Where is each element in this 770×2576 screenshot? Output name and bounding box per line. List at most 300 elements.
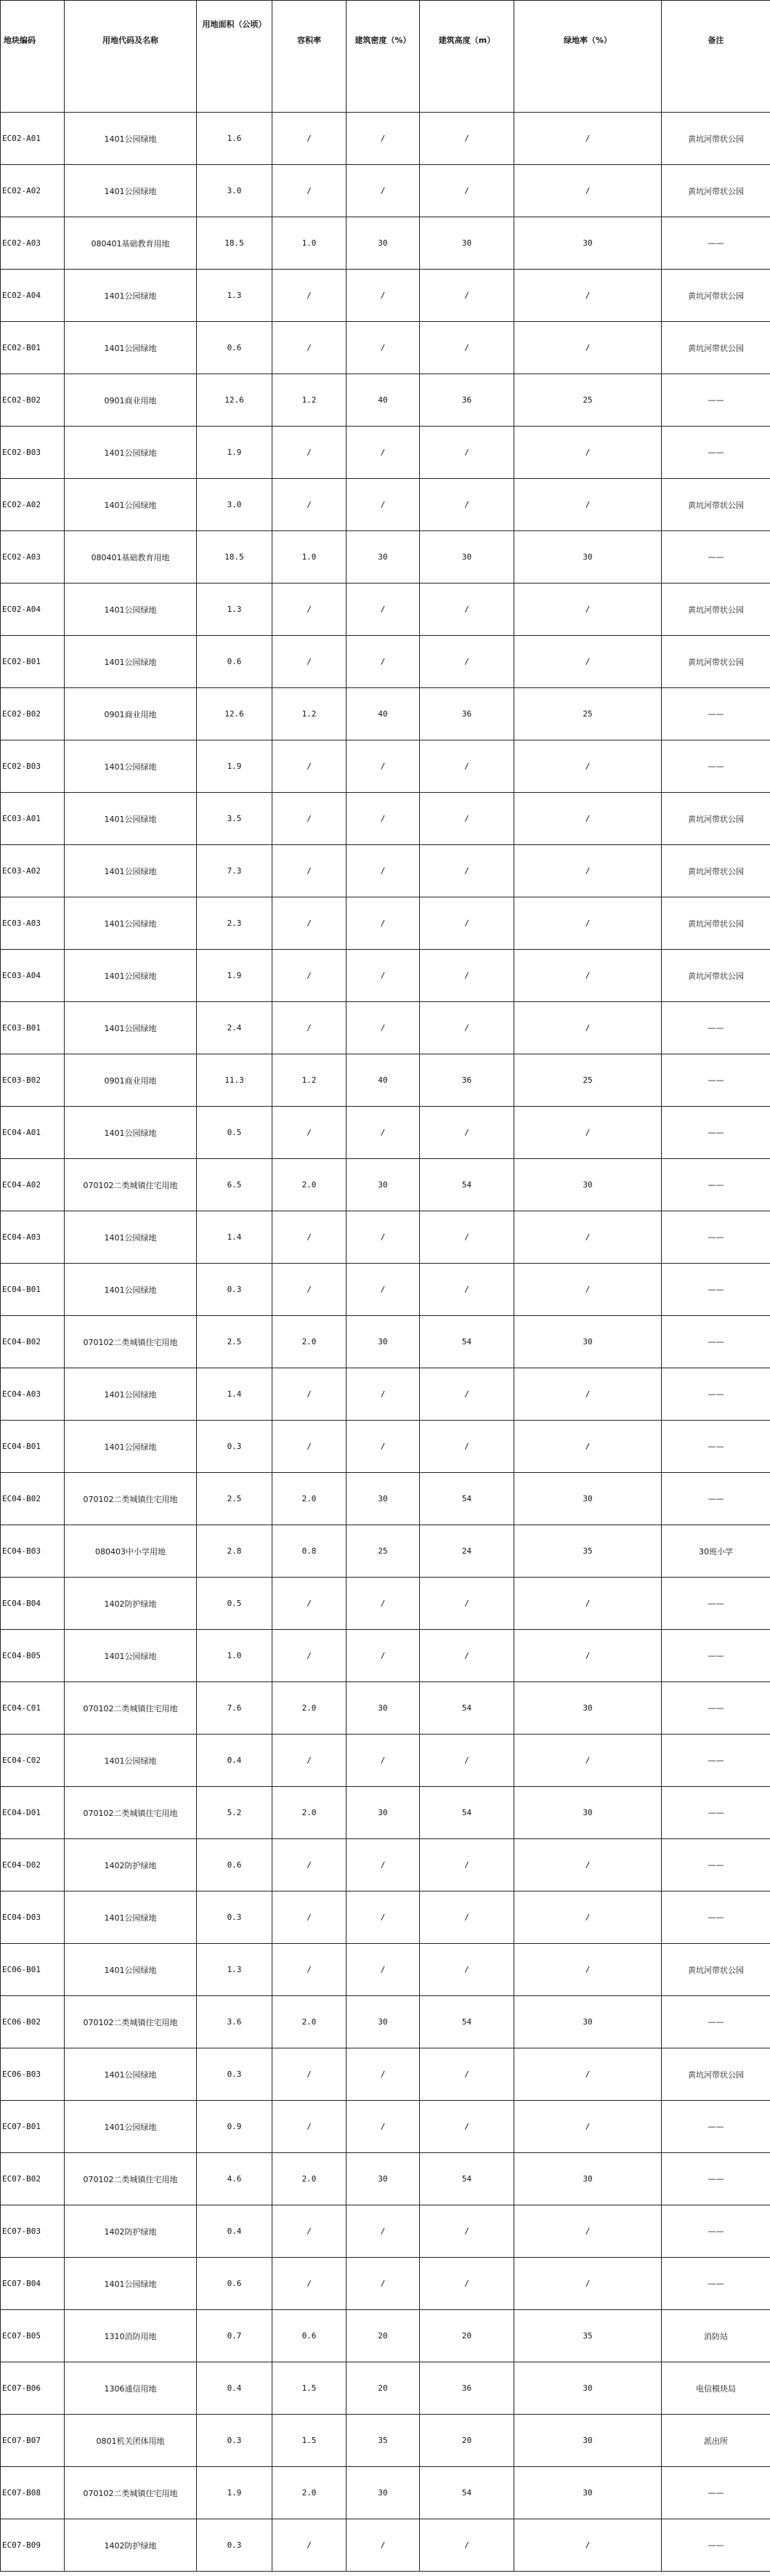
table-row (1, 1107, 770, 1159)
green-ratio-cell: / (514, 2258, 662, 2310)
building-height-cell: / (420, 950, 514, 1002)
parcel-code-cell: EC02-B02 (1, 374, 65, 427)
building-height-cell: / (420, 2048, 514, 2101)
building-height-cell: / (420, 479, 514, 531)
plot-ratio-cell: / (272, 1839, 346, 1891)
building-height-cell: / (420, 165, 514, 217)
parcel-code-cell: EC07-B06 (1, 2362, 65, 2415)
remarks-cell: —— (662, 217, 770, 270)
land-use-name-cell: 1401公园绿地 (65, 427, 197, 479)
building-height-cell: / (420, 2519, 514, 2572)
area-cell: 0.6 (197, 2258, 272, 2310)
parcel-code-cell: EC02-B01 (1, 636, 65, 688)
building-density-cell: 30 (346, 1996, 420, 2048)
building-height-cell: / (420, 270, 514, 322)
area-cell: 0.4 (197, 1735, 272, 1787)
green-ratio-cell: 30 (514, 2467, 662, 2519)
building-density-cell: / (346, 2048, 420, 2101)
header-remarks: 备注 (662, 1, 770, 113)
land-use-name-cell: 1402防护绿地 (65, 2519, 197, 2572)
remarks-cell: 黄坑河带状公园 (662, 584, 770, 636)
header-building-density: 建筑密度（%） (346, 1, 420, 113)
remarks-cell: —— (662, 1368, 770, 1421)
building-density-cell: 20 (346, 2310, 420, 2362)
table-row (1, 270, 770, 322)
parcel-code-cell: EC02-A03 (1, 217, 65, 270)
land-use-name-cell: 1401公园绿地 (65, 479, 197, 531)
parcel-code-cell: EC07-B02 (1, 2153, 65, 2205)
area-cell: 12.6 (197, 374, 272, 427)
building-density-cell: 30 (346, 2153, 420, 2205)
green-ratio-cell: 25 (514, 1054, 662, 1107)
remarks-cell: 30班小学 (662, 1525, 770, 1578)
remarks-cell: —— (662, 1578, 770, 1630)
area-cell: 1.3 (197, 1944, 272, 1996)
land-use-name-cell: 070102二类城镇住宅用地 (65, 2153, 197, 2205)
land-use-name-cell: 1401公园绿地 (65, 165, 197, 217)
building-height-cell: 30 (420, 531, 514, 584)
area-cell: 0.3 (197, 1264, 272, 1316)
plot-ratio-cell: / (272, 1002, 346, 1054)
table-row (1, 2310, 770, 2362)
remarks-cell: 派出所 (662, 2415, 770, 2467)
parcel-code-cell: EC06-B03 (1, 2048, 65, 2101)
parcel-code-cell: EC02-B02 (1, 688, 65, 740)
green-ratio-cell: / (514, 897, 662, 950)
remarks-cell: 黄坑河带状公园 (662, 113, 770, 165)
land-use-name-cell: 080401基础教育用地 (65, 217, 197, 270)
plot-ratio-cell: / (272, 2101, 346, 2153)
building-height-cell: / (420, 845, 514, 897)
table-row (1, 2362, 770, 2415)
table-header-row (1, 1, 770, 113)
building-density-cell: 30 (346, 1682, 420, 1735)
parcel-code-cell: EC07-B08 (1, 2467, 65, 2519)
parcel-code-cell: EC04-B05 (1, 1630, 65, 1682)
building-density-cell: / (346, 1211, 420, 1264)
building-height-cell: 54 (420, 2153, 514, 2205)
remarks-cell: —— (662, 740, 770, 793)
remarks-cell: —— (662, 1996, 770, 2048)
header-land-use-name: 用地代码及名称 (65, 1, 197, 113)
building-height-cell: 36 (420, 1054, 514, 1107)
green-ratio-cell: 25 (514, 374, 662, 427)
building-density-cell: / (346, 1630, 420, 1682)
plot-ratio-cell: / (272, 2258, 346, 2310)
green-ratio-cell: 30 (514, 1682, 662, 1735)
parcel-code-cell: EC03-A04 (1, 950, 65, 1002)
table-row (1, 1630, 770, 1682)
building-height-cell: 36 (420, 2362, 514, 2415)
land-use-name-cell: 0901商业用地 (65, 374, 197, 427)
building-density-cell: / (346, 897, 420, 950)
land-use-name-cell: 080401基础教育用地 (65, 531, 197, 584)
remarks-cell: 黄坑河带状公园 (662, 897, 770, 950)
green-ratio-cell: / (514, 165, 662, 217)
building-height-cell: 36 (420, 688, 514, 740)
green-ratio-cell: / (514, 427, 662, 479)
building-density-cell: / (346, 1002, 420, 1054)
table-row (1, 531, 770, 584)
building-density-cell: / (346, 845, 420, 897)
remarks-cell: —— (662, 1316, 770, 1368)
building-height-cell: / (420, 1630, 514, 1682)
remarks-cell: —— (662, 1839, 770, 1891)
building-density-cell: / (346, 1578, 420, 1630)
area-cell: 0.5 (197, 1578, 272, 1630)
table-row (1, 1891, 770, 1944)
land-use-name-cell: 1401公园绿地 (65, 793, 197, 845)
header-green-ratio: 绿地率（%） (514, 1, 662, 113)
remarks-cell: 黄坑河带状公园 (662, 2048, 770, 2101)
building-density-cell: / (346, 1107, 420, 1159)
green-ratio-cell: 35 (514, 1525, 662, 1578)
parcel-code-cell: EC04-A02 (1, 1159, 65, 1211)
remarks-cell: —— (662, 1473, 770, 1525)
green-ratio-cell: 30 (514, 1316, 662, 1368)
green-ratio-cell: / (514, 1264, 662, 1316)
area-cell: 12.6 (197, 688, 272, 740)
plot-ratio-cell: 1.0 (272, 217, 346, 270)
table-row (1, 845, 770, 897)
remarks-cell: —— (662, 1159, 770, 1211)
remarks-cell: —— (662, 1682, 770, 1735)
building-density-cell: / (346, 1264, 420, 1316)
table-row (1, 1002, 770, 1054)
building-density-cell: 30 (346, 1159, 420, 1211)
plot-ratio-cell: / (272, 1630, 346, 1682)
plot-ratio-cell: / (272, 1578, 346, 1630)
green-ratio-cell: / (514, 1368, 662, 1421)
building-height-cell: 54 (420, 2467, 514, 2519)
building-height-cell: 24 (420, 1525, 514, 1578)
land-use-name-cell: 0801机关团体用地 (65, 2415, 197, 2467)
building-height-cell: / (420, 740, 514, 793)
land-use-name-cell: 1401公园绿地 (65, 1002, 197, 1054)
remarks-cell: 电信模块局 (662, 2362, 770, 2415)
land-use-name-cell: 1401公园绿地 (65, 1211, 197, 1264)
parcel-code-cell: EC06-B01 (1, 1944, 65, 1996)
building-density-cell: / (346, 427, 420, 479)
land-use-name-cell: 070102二类城镇住宅用地 (65, 1473, 197, 1525)
header-building-height: 建筑高度（m） (420, 1, 514, 113)
remarks-cell: —— (662, 2153, 770, 2205)
plot-ratio-cell: 1.0 (272, 531, 346, 584)
land-use-name-cell: 1310消防用地 (65, 2310, 197, 2362)
remarks-cell: —— (662, 531, 770, 584)
area-cell: 3.5 (197, 793, 272, 845)
parcel-code-cell: EC07-B09 (1, 2519, 65, 2572)
building-height-cell: 36 (420, 374, 514, 427)
building-density-cell: / (346, 1368, 420, 1421)
parcel-code-cell: EC04-A01 (1, 1107, 65, 1159)
land-use-name-cell: 0901商业用地 (65, 688, 197, 740)
parcel-code-cell: EC04-B02 (1, 1316, 65, 1368)
remarks-cell: 消防站 (662, 2310, 770, 2362)
building-density-cell: / (346, 2205, 420, 2258)
remarks-cell: 黄坑河带状公园 (662, 322, 770, 374)
parcel-code-cell: EC07-B03 (1, 2205, 65, 2258)
area-cell: 3.0 (197, 479, 272, 531)
remarks-cell: —— (662, 1421, 770, 1473)
green-ratio-cell: / (514, 1421, 662, 1473)
plot-ratio-cell: / (272, 113, 346, 165)
area-cell: 0.7 (197, 2310, 272, 2362)
green-ratio-cell: / (514, 1002, 662, 1054)
parcel-code-cell: EC04-B02 (1, 1473, 65, 1525)
parcel-code-cell: EC02-B03 (1, 740, 65, 793)
building-density-cell: / (346, 2519, 420, 2572)
building-height-cell: 54 (420, 1787, 514, 1839)
plot-ratio-cell: / (272, 584, 346, 636)
area-cell: 2.4 (197, 1002, 272, 1054)
area-cell: 6.5 (197, 1159, 272, 1211)
table-row (1, 1735, 770, 1787)
building-density-cell: / (346, 1891, 420, 1944)
green-ratio-cell: / (514, 584, 662, 636)
building-density-cell: 40 (346, 1054, 420, 1107)
plot-ratio-cell: / (272, 845, 346, 897)
parcel-code-cell: EC07-B04 (1, 2258, 65, 2310)
remarks-cell: 黄坑河带状公园 (662, 479, 770, 531)
remarks-cell: —— (662, 1735, 770, 1787)
building-height-cell: / (420, 1002, 514, 1054)
building-height-cell: / (420, 1264, 514, 1316)
table-row (1, 165, 770, 217)
table-row (1, 2519, 770, 2572)
green-ratio-cell: / (514, 322, 662, 374)
remarks-cell: —— (662, 1211, 770, 1264)
area-cell: 0.6 (197, 1839, 272, 1891)
green-ratio-cell: / (514, 2048, 662, 2101)
land-use-name-cell: 1401公园绿地 (65, 2258, 197, 2310)
parcel-code-cell: EC04-B03 (1, 1525, 65, 1578)
plot-ratio-cell: / (272, 1944, 346, 1996)
building-density-cell: 30 (346, 2467, 420, 2519)
land-use-name-cell: 1401公园绿地 (65, 950, 197, 1002)
green-ratio-cell: / (514, 1630, 662, 1682)
header-parcel-code: 地块编码 (1, 1, 65, 113)
plot-ratio-cell: / (272, 479, 346, 531)
remarks-cell: —— (662, 374, 770, 427)
plot-ratio-cell: 1.2 (272, 374, 346, 427)
area-cell: 1.6 (197, 113, 272, 165)
parcel-code-cell: EC02-B01 (1, 322, 65, 374)
building-height-cell: / (420, 427, 514, 479)
land-use-name-cell: 070102二类城镇住宅用地 (65, 2467, 197, 2519)
plot-ratio-cell: / (272, 270, 346, 322)
land-use-name-cell: 070102二类城镇住宅用地 (65, 1316, 197, 1368)
land-use-name-cell: 1401公园绿地 (65, 1368, 197, 1421)
table-row (1, 322, 770, 374)
table-row (1, 897, 770, 950)
table-row (1, 950, 770, 1002)
remarks-cell: 黄坑河带状公园 (662, 950, 770, 1002)
land-use-name-cell: 1401公园绿地 (65, 897, 197, 950)
remarks-cell: —— (662, 2205, 770, 2258)
green-ratio-cell: 30 (514, 217, 662, 270)
area-cell: 2.5 (197, 1316, 272, 1368)
plot-ratio-cell: / (272, 427, 346, 479)
plot-ratio-cell: 1.5 (272, 2362, 346, 2415)
plot-ratio-cell: / (272, 322, 346, 374)
green-ratio-cell: 30 (514, 1473, 662, 1525)
parcel-code-cell: EC02-A02 (1, 479, 65, 531)
building-density-cell: / (346, 270, 420, 322)
land-use-name-cell: 1401公园绿地 (65, 636, 197, 688)
green-ratio-cell: 30 (514, 2362, 662, 2415)
land-use-name-cell: 1401公园绿地 (65, 740, 197, 793)
parcel-code-cell: EC02-A02 (1, 165, 65, 217)
land-use-name-cell: 070102二类城镇住宅用地 (65, 1996, 197, 2048)
plot-ratio-cell: / (272, 2519, 346, 2572)
plot-ratio-cell: 1.5 (272, 2415, 346, 2467)
land-use-name-cell: 1401公园绿地 (65, 270, 197, 322)
parcel-code-cell: EC04-D02 (1, 1839, 65, 1891)
plot-ratio-cell: 1.2 (272, 1054, 346, 1107)
remarks-cell: 黄坑河带状公园 (662, 636, 770, 688)
building-density-cell: / (346, 636, 420, 688)
building-height-cell: 54 (420, 1159, 514, 1211)
land-use-name-cell: 1306通信用地 (65, 2362, 197, 2415)
green-ratio-cell: 30 (514, 1787, 662, 1839)
building-density-cell: / (346, 1944, 420, 1996)
area-cell: 0.3 (197, 2519, 272, 2572)
table-row (1, 1264, 770, 1316)
table-row (1, 2205, 770, 2258)
building-density-cell: 40 (346, 688, 420, 740)
building-density-cell: / (346, 950, 420, 1002)
table-row (1, 2048, 770, 2101)
building-height-cell: / (420, 1107, 514, 1159)
parcel-code-cell: EC04-D01 (1, 1787, 65, 1839)
plot-ratio-cell: / (272, 1211, 346, 1264)
table-row (1, 2101, 770, 2153)
remarks-cell: —— (662, 427, 770, 479)
table-row (1, 1368, 770, 1421)
plot-ratio-cell: / (272, 165, 346, 217)
building-height-cell: / (420, 2205, 514, 2258)
building-density-cell: / (346, 2258, 420, 2310)
land-use-name-cell: 1402防护绿地 (65, 1839, 197, 1891)
land-use-name-cell: 0901商业用地 (65, 1054, 197, 1107)
parcel-code-cell: EC07-B05 (1, 2310, 65, 2362)
area-cell: 0.4 (197, 2362, 272, 2415)
building-density-cell: / (346, 793, 420, 845)
green-ratio-cell: / (514, 2205, 662, 2258)
building-height-cell: / (420, 636, 514, 688)
parcel-code-cell: EC04-B01 (1, 1264, 65, 1316)
green-ratio-cell: / (514, 1839, 662, 1891)
area-cell: 7.3 (197, 845, 272, 897)
building-density-cell: 40 (346, 374, 420, 427)
building-density-cell: 30 (346, 531, 420, 584)
remarks-cell: —— (662, 1891, 770, 1944)
area-cell: 1.9 (197, 950, 272, 1002)
table-row (1, 1682, 770, 1735)
table-row (1, 793, 770, 845)
table-row (1, 427, 770, 479)
remarks-cell: —— (662, 1002, 770, 1054)
plot-ratio-cell: 2.0 (272, 1996, 346, 2048)
green-ratio-cell: / (514, 1891, 662, 1944)
area-cell: 7.6 (197, 1682, 272, 1735)
plot-ratio-cell: / (272, 793, 346, 845)
green-ratio-cell: / (514, 113, 662, 165)
header-area: 用地面积（公顷） (197, 1, 272, 113)
remarks-cell: —— (662, 2519, 770, 2572)
plot-ratio-cell: 2.0 (272, 1473, 346, 1525)
building-height-cell: 20 (420, 2310, 514, 2362)
plot-ratio-cell: 2.0 (272, 1682, 346, 1735)
remarks-cell: —— (662, 2258, 770, 2310)
land-use-name-cell: 1401公园绿地 (65, 845, 197, 897)
area-cell: 1.4 (197, 1211, 272, 1264)
land-use-name-cell: 1401公园绿地 (65, 322, 197, 374)
table-row (1, 2467, 770, 2519)
building-height-cell: 54 (420, 1996, 514, 2048)
remarks-cell: —— (662, 1630, 770, 1682)
parcel-code-cell: EC03-B01 (1, 1002, 65, 1054)
green-ratio-cell: / (514, 1578, 662, 1630)
green-ratio-cell: / (514, 740, 662, 793)
area-cell: 2.5 (197, 1473, 272, 1525)
plot-ratio-cell: / (272, 1264, 346, 1316)
parcel-code-cell: EC03-B02 (1, 1054, 65, 1107)
land-use-name-cell: 1401公园绿地 (65, 1735, 197, 1787)
parcel-code-cell: EC02-A01 (1, 113, 65, 165)
building-height-cell: / (420, 1368, 514, 1421)
plot-ratio-cell: 0.8 (272, 1525, 346, 1578)
green-ratio-cell: / (514, 950, 662, 1002)
area-cell: 1.9 (197, 427, 272, 479)
building-height-cell: 54 (420, 1316, 514, 1368)
area-cell: 1.9 (197, 2467, 272, 2519)
parcel-code-cell: EC02-A03 (1, 531, 65, 584)
table-row (1, 1211, 770, 1264)
plot-ratio-cell: / (272, 1735, 346, 1787)
remarks-cell: —— (662, 2101, 770, 2153)
remarks-cell: —— (662, 1787, 770, 1839)
land-use-name-cell: 1402防护绿地 (65, 1578, 197, 1630)
table-body (1, 113, 770, 2572)
table-row (1, 740, 770, 793)
plot-ratio-cell: / (272, 1891, 346, 1944)
area-cell: 0.9 (197, 2101, 272, 2153)
building-height-cell: / (420, 584, 514, 636)
plot-ratio-cell: 0.6 (272, 2310, 346, 2362)
area-cell: 0.3 (197, 1891, 272, 1944)
area-cell: 3.6 (197, 1996, 272, 2048)
parcel-code-cell: EC07-B07 (1, 2415, 65, 2467)
area-cell: 0.6 (197, 322, 272, 374)
remarks-cell: 黄坑河带状公园 (662, 165, 770, 217)
table-row (1, 1421, 770, 1473)
remarks-cell: 黄坑河带状公园 (662, 793, 770, 845)
building-density-cell: / (346, 165, 420, 217)
area-cell: 18.5 (197, 217, 272, 270)
table-row (1, 2258, 770, 2310)
plot-ratio-cell: / (272, 2048, 346, 2101)
building-density-cell: 30 (346, 1787, 420, 1839)
table-row (1, 1787, 770, 1839)
green-ratio-cell: 30 (514, 2153, 662, 2205)
table-row (1, 1996, 770, 2048)
land-use-name-cell: 1401公园绿地 (65, 1264, 197, 1316)
plot-ratio-cell: / (272, 1421, 346, 1473)
land-use-name-cell: 070102二类城镇住宅用地 (65, 1787, 197, 1839)
plot-ratio-cell: / (272, 897, 346, 950)
